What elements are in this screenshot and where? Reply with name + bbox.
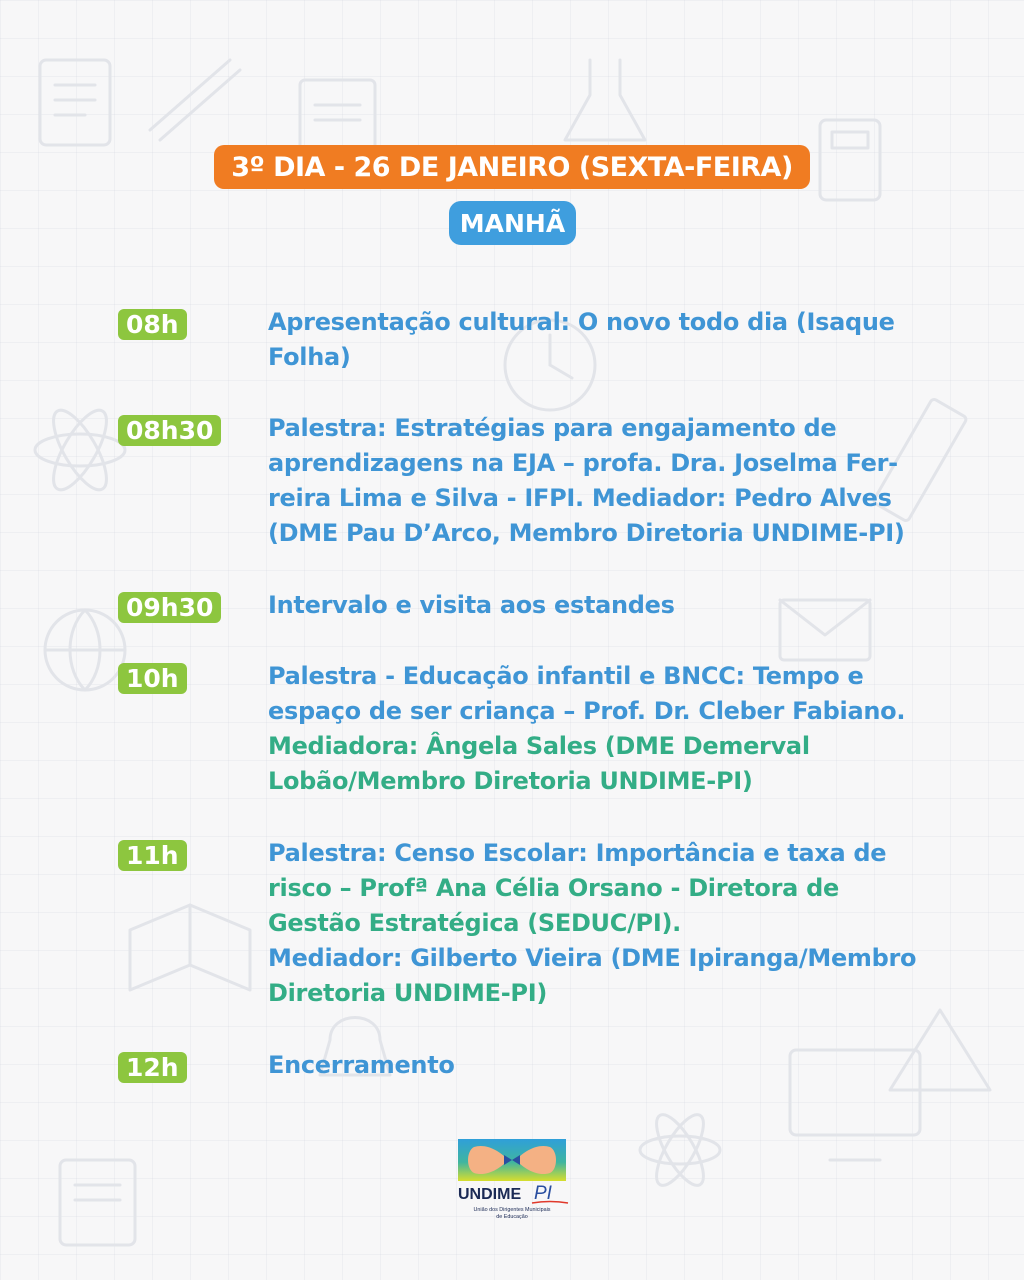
time-badge: 09h30 [118, 592, 221, 623]
description-line: Mediador: Gilberto Vieira (DME Ipiranga/Membro [268, 944, 917, 972]
schedule-description [268, 305, 948, 375]
notebook-icon-2 [60, 1160, 135, 1245]
logo-state: PI [534, 1183, 552, 1204]
time-badge: 11h [118, 840, 187, 871]
schedule-description [268, 836, 948, 1011]
pencil-icon [150, 60, 240, 140]
schedule-description [268, 659, 948, 799]
logo-name: UNDIME [458, 1186, 522, 1203]
description-line: Gestão Estratégica (SEDUC/PI). [268, 909, 681, 937]
time-badge: 10h [118, 663, 187, 694]
globe-icon [45, 610, 125, 690]
undime-logo [452, 1137, 572, 1227]
description-line: aprendizagens na EJA – profa. Dra. Joselma Fer- [268, 449, 898, 477]
schedule-description [268, 411, 948, 551]
period-badge [449, 201, 576, 245]
description-line: risco – Profª Ana Célia Orsano - Diretora de [268, 874, 839, 902]
schedule-description [268, 588, 948, 623]
description-line: Diretoria UNDIME-PI) [268, 979, 547, 1007]
description-line: espaço de ser criança – Prof. Dr. Cleber Fabiano. [268, 697, 906, 725]
logo-tagline-2: de Educação [496, 1214, 528, 1220]
flask-icon [565, 60, 645, 140]
description-line: Encerramento [268, 1051, 455, 1079]
book-icon [130, 905, 250, 990]
period-label: MANHÃ [459, 208, 566, 238]
description-line: reira Lima e Silva - IFPI. Mediador: Pedro Alves [268, 484, 892, 512]
notebook-icon [40, 60, 110, 145]
description-line: Folha) [268, 343, 351, 371]
calculator-icon [820, 120, 880, 200]
description-line: Intervalo e visita aos estandes [268, 591, 675, 619]
time-badge: 08h30 [118, 415, 221, 446]
description-line: Palestra: Censo Escolar: Importância e taxa de [268, 839, 887, 867]
atom-icon [35, 403, 125, 497]
description-line: (DME Pau D’Arco, Membro Diretoria UNDIME-PI) [268, 519, 905, 547]
description-line: Apresentação cultural: O novo todo dia (Isaque [268, 308, 895, 336]
time-badge: 08h [118, 309, 187, 340]
description-line: Lobão/Membro Diretoria UNDIME-PI) [268, 767, 753, 795]
logo-tagline-1: União dos Dirigentes Municipais [473, 1207, 551, 1213]
description-line: Palestra: Estratégias para engajamento de [268, 414, 837, 442]
day-title-banner [214, 145, 810, 189]
time-badge: 12h [118, 1052, 187, 1083]
schedule-description [268, 1048, 948, 1083]
day-title: 3º DIA - 26 DE JANEIRO (SEXTA-FEIRA) [231, 151, 793, 183]
description-line: Mediadora: Ângela Sales (DME Demerval [268, 732, 810, 760]
description-line: Palestra - Educação infantil e BNCC: Tempo e [268, 662, 864, 690]
atom-icon-2 [640, 1108, 720, 1191]
